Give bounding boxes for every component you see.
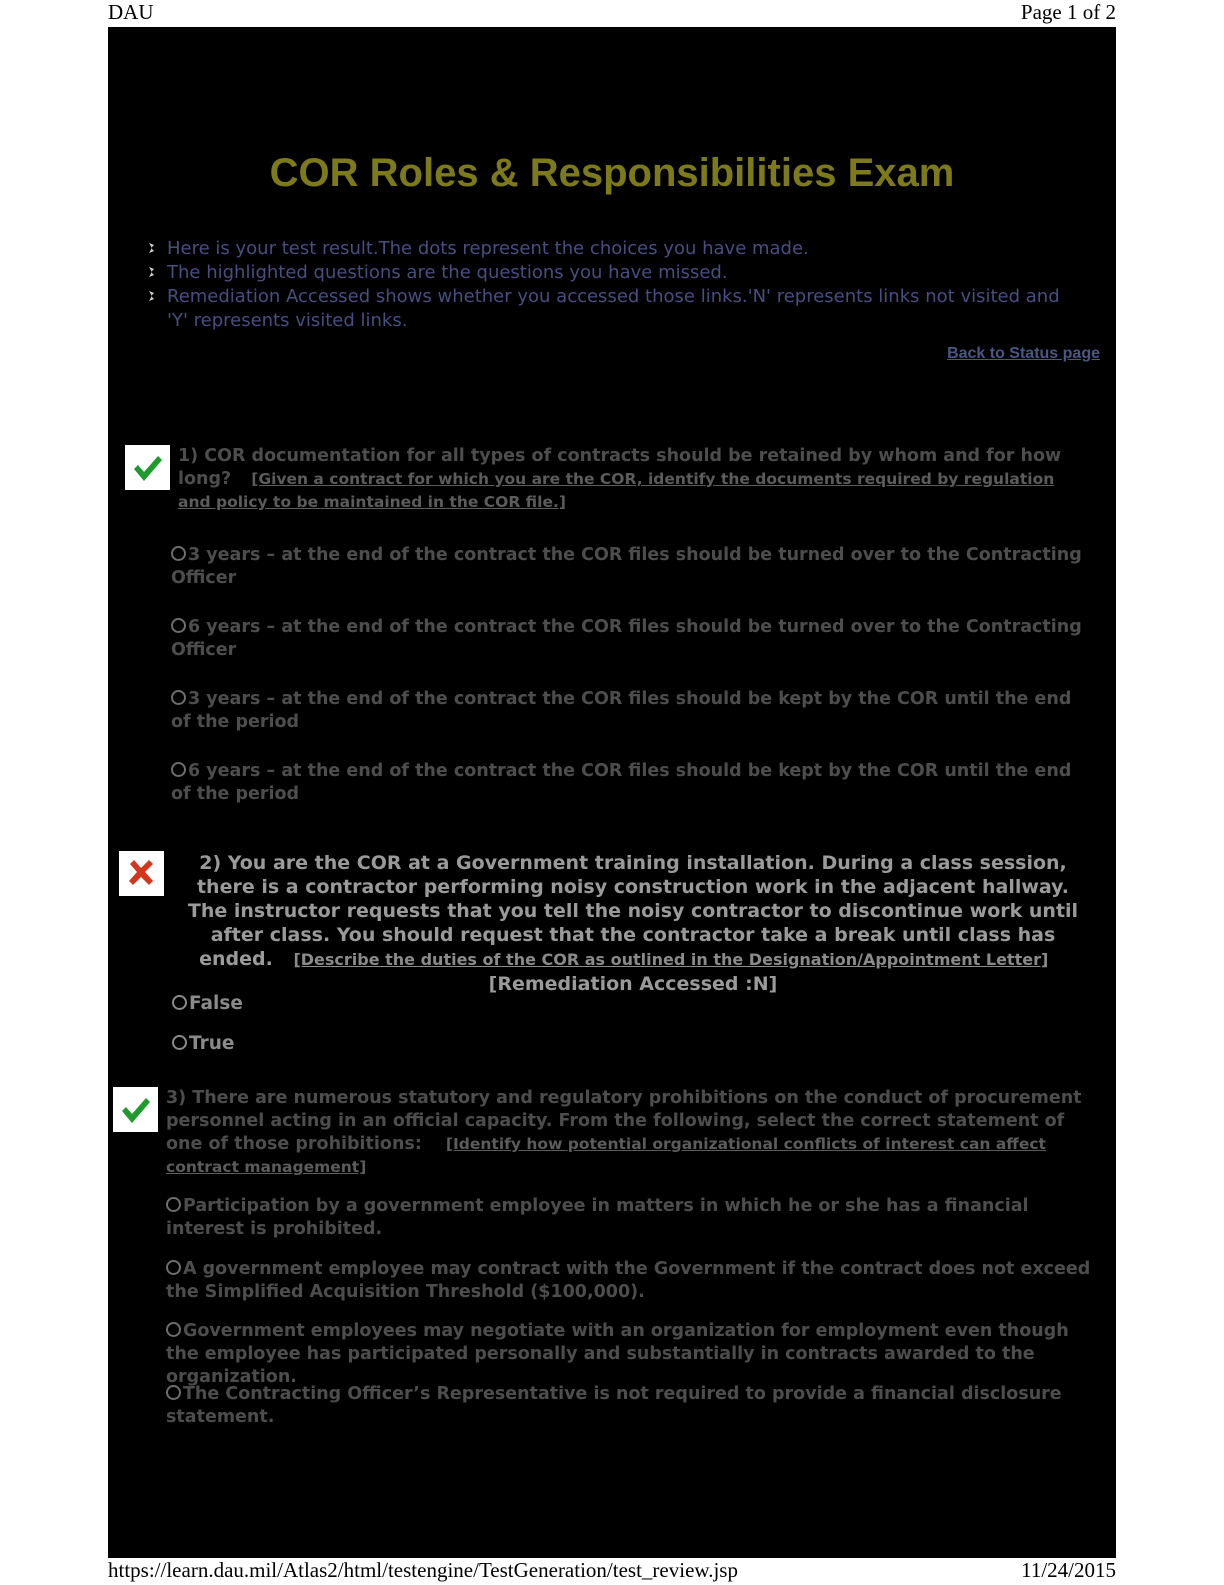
radio-icon[interactable]: [171, 546, 186, 561]
header-page-number: Page 1 of 2: [1020, 0, 1116, 24]
check-icon: [125, 445, 170, 490]
footer-date: 11/24/2015: [1021, 1558, 1116, 1582]
radio-icon[interactable]: [172, 995, 187, 1010]
answer-option[interactable]: A government employee may contract with the Government if the contract does not exceed the Simplified Acquisition Threshold ($100,000).: [166, 1259, 1091, 1302]
footer-url: https://learn.dau.mil/Atlas2/html/testengine/TestGeneration/test_review.jsp: [108, 1558, 738, 1582]
question-text: 1) COR documentation for all types of contracts should be retained by whom and for how long?: [178, 446, 1062, 489]
back-to-status-link[interactable]: Back to Status page: [947, 345, 1100, 362]
answer-option[interactable]: 3 years – at the end of the contract the COR files should be turned over to the Contracting Officer: [171, 545, 1082, 588]
bullet-icon: [148, 266, 156, 278]
answer-option[interactable]: 6 years – at the end of the contract the COR files should be kept by the COR until the end of the period: [171, 761, 1072, 804]
radio-icon[interactable]: [172, 1035, 187, 1050]
question-1: [178, 445, 1090, 514]
radio-icon[interactable]: [166, 1385, 181, 1400]
radio-icon[interactable]: [166, 1322, 181, 1337]
answer-option[interactable]: The Contracting Officer’s Representative is not required to provide a financial disclosure statement.: [166, 1384, 1062, 1427]
radio-icon[interactable]: [166, 1260, 181, 1275]
check-icon: [113, 1087, 158, 1132]
page-title: COR Roles & Responsibilities Exam: [269, 151, 955, 195]
instruction-item: Here is your test result.The dots represent the choices you have made.: [148, 237, 1078, 261]
radio-icon[interactable]: [171, 690, 186, 705]
header-site-name: DAU: [108, 0, 154, 24]
print-header: [108, 0, 1116, 27]
answer-option[interactable]: 6 years – at the end of the contract the COR files should be turned over to the Contracting Officer: [171, 617, 1082, 660]
radio-icon[interactable]: [166, 1197, 181, 1212]
question-2: [176, 851, 1090, 996]
answer-option[interactable]: Government employees may negotiate with an organization for employment even though the employee has participated personally and substantially in contracts awarded to the organization.: [166, 1321, 1069, 1387]
instruction-item: Remediation Accessed shows whether you accessed those links.'N' represents links not visited and 'Y' represents visited links.: [148, 285, 1078, 333]
remediation-link[interactable]: [Identify how potential organizational conflicts of interest can affect contract management]: [166, 1135, 1046, 1176]
instruction-item: The highlighted questions are the questions you have missed.: [148, 261, 1078, 285]
remediation-status: [Remediation Accessed :N]: [488, 973, 778, 995]
answer-option[interactable]: False: [172, 992, 772, 1015]
remediation-link[interactable]: [Describe the duties of the COR as outlined in the Designation/Appointment Letter]: [293, 950, 1049, 969]
question-text: 3) There are numerous statutory and regulatory prohibitions on the conduct of procurement personnel acting in an official capacity. From the following, select the correct statement of one of those prohibitions:: [166, 1088, 1082, 1154]
bullet-icon: [148, 290, 156, 302]
bullet-icon: [148, 242, 156, 254]
cross-icon: [119, 851, 164, 896]
question-3: [166, 1087, 1096, 1179]
remediation-link[interactable]: [Given a contract for which you are the COR, identify the documents required by regulation and policy to be maintained in the COR file.]: [178, 470, 1055, 511]
instructions-list: [148, 237, 1078, 333]
print-footer: [108, 1558, 1116, 1585]
answer-option[interactable]: True: [172, 1032, 772, 1055]
radio-icon[interactable]: [171, 762, 186, 777]
answer-option[interactable]: Participation by a government employee in matters in which he or she has a financial interest is prohibited.: [166, 1196, 1029, 1239]
answer-option[interactable]: 3 years – at the end of the contract the COR files should be kept by the COR until the end of the period: [171, 689, 1072, 732]
radio-icon[interactable]: [171, 618, 186, 633]
question-text: 2) You are the COR at a Government training installation. During a class session, there is a contractor performing noisy construction work in the adjacent hallway. The instructor requests that you tell the noisy contractor to discontinue work until after class. You should request that the contractor take a break until class has ended.: [187, 852, 1079, 970]
exam-review-page: [108, 27, 1116, 1558]
